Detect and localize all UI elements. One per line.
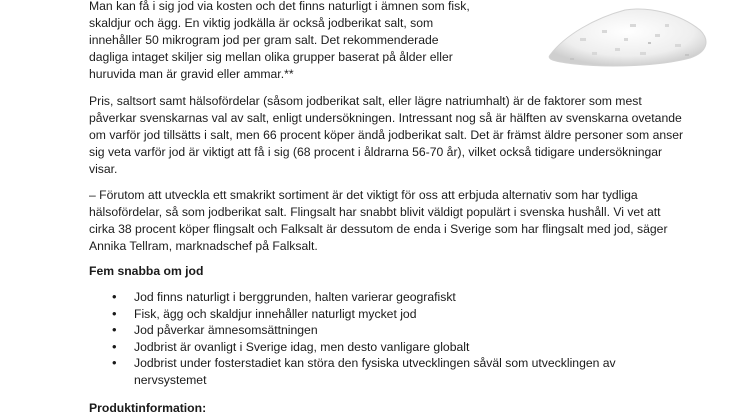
quote-paragraph: [89, 187, 668, 255]
text-line: innehåller 50 mikrogram jod per gram salt. Det rekommenderade: [89, 33, 439, 47]
text-line: Pris, saltsort samt hälsofördelar (såsom jodberikat salt, eller lägre natriumhalt) är de faktorer som mest: [89, 94, 642, 108]
facts-heading: Fem snabba om jod: [89, 264, 204, 278]
text-line: – Förutom att utveckla ett smakrikt sortiment är det viktigt för oss att erbjuda alternativ som har tydliga: [89, 188, 638, 202]
price-paragraph: [89, 93, 683, 178]
intro-paragraph: [89, 0, 470, 83]
text-line: Annika Tellram, marknadschef på Falksalt.: [89, 239, 318, 253]
text-line: om varför jod tillsätts i salt, men 66 procent köper ändå jodberikat salt. Det är främst äldre personer som anser: [89, 128, 684, 142]
product-heading: Produktinformation:: [89, 401, 207, 415]
text-line: dagliga intaget skiljer sig mellan olika grupper baserat på ålder eller: [89, 50, 453, 64]
text-line: visar.: [89, 162, 118, 176]
text-line: sig veta varför jod är viktigt att få i sig (68 procent i åldrarna 56-70 år), vilket också tidigare undersökningar: [89, 145, 663, 159]
text-line: skaldjur och ägg. En viktig jodkälla är också jodberikat salt, som: [89, 16, 434, 30]
list-item: [89, 355, 616, 388]
list-item: • Fisk, ägg och skaldjur innehåller naturligt mycket jod: [89, 306, 616, 323]
text-line: cirka 38 procent köper flingsalt och Falksalt är dessutom de enda i Sverige som har flingsalt med jod, säger: [89, 222, 668, 236]
text-line: påverkar svenskarnas val av salt, enligt undersökningen. Intressant nog så är hälften av svenskarna ovetande: [89, 111, 682, 125]
salt-pile-image: [540, 0, 715, 72]
list-item: • Jod finns naturligt i berggrunden, halten varierar geografiskt: [89, 289, 616, 306]
list-item: • Jod påverkar ämnesomsättningen: [89, 322, 616, 339]
text-line: Man kan få i sig jod via kosten och det finns naturligt i ämnen som fisk,: [89, 0, 470, 13]
text-line: huruvida man är gravid eller ammar.**: [89, 67, 294, 81]
text-line: hälsofördelar, så som jodberikat salt. Flingsalt har snabbt blivit väldigt populärt i svenska hushåll. Vi vet att: [89, 205, 661, 219]
list-item-continuation: nervsystemet: [134, 372, 207, 387]
list-item-text: • Jodbrist under fosterstadiet kan störa den fysiska utvecklingen såväl som utvecklingen av: [134, 356, 616, 371]
list-item: • Jodbrist är ovanligt i Sverige idag, men desto vanligare globalt: [89, 339, 616, 356]
facts-list: [89, 289, 616, 389]
